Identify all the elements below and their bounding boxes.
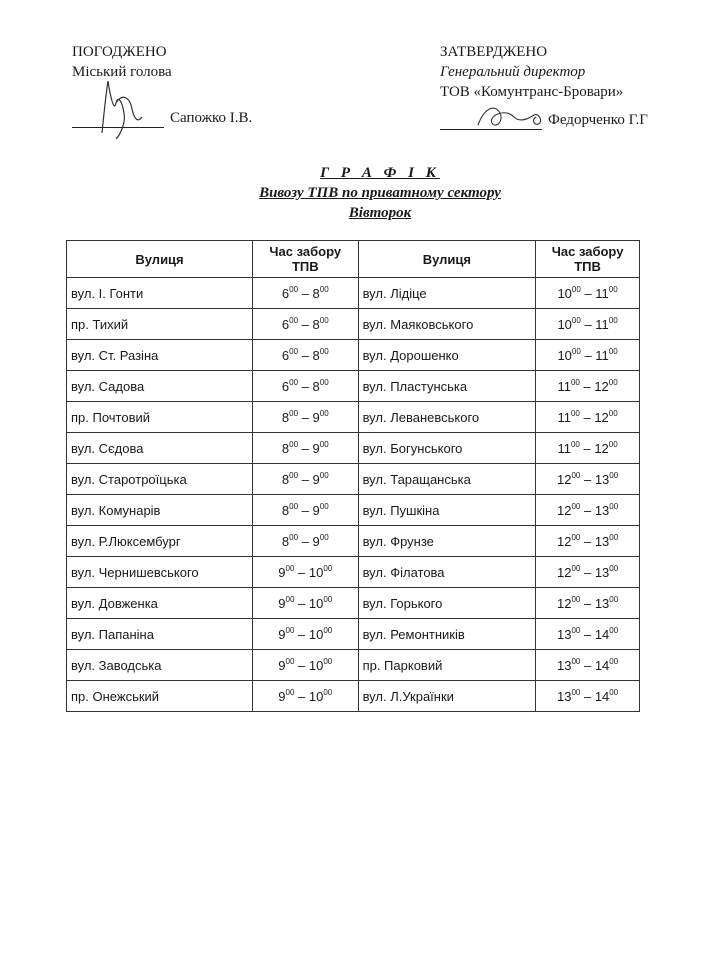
time-end-minutes: 00 — [323, 564, 333, 573]
time-end-minutes: 00 — [319, 347, 329, 356]
signature-blank-left — [72, 111, 164, 128]
time-start-minutes: 00 — [571, 316, 581, 325]
time-start-hour: 8 — [281, 534, 290, 549]
document-day: Вівторок — [348, 205, 412, 221]
street-name-2: вул. Філатова — [358, 557, 536, 588]
time-end-minutes: 00 — [323, 595, 333, 604]
street-name-1: вул. Садова — [67, 371, 253, 402]
pickup-time-2 — [536, 278, 640, 309]
time-dash: – — [298, 441, 313, 456]
time-end-minutes: 00 — [609, 502, 619, 511]
time-start-hour: 8 — [281, 472, 290, 487]
table-row — [67, 650, 640, 681]
pickup-time-1 — [253, 340, 359, 371]
table-row — [67, 557, 640, 588]
street-name-1: вул. Папаніна — [67, 619, 253, 650]
time-end-minutes: 00 — [609, 688, 619, 697]
time-end-minutes: 00 — [319, 471, 329, 480]
time-end-hour: 11 — [595, 317, 609, 332]
time-start-minutes: 00 — [571, 688, 581, 697]
time-end-hour: 8 — [312, 379, 320, 394]
street-name-1: вул. Старотроїцька — [67, 464, 253, 495]
time-end-hour: 14 — [594, 658, 610, 673]
schedule-table — [66, 240, 640, 712]
table-row — [67, 526, 640, 557]
time-end-minutes: 00 — [609, 564, 619, 573]
time-end-minutes: 00 — [608, 347, 618, 356]
pickup-time-2 — [536, 340, 640, 371]
pickup-time-2 — [536, 495, 640, 526]
pickup-time-1 — [253, 526, 359, 557]
table-row — [67, 619, 640, 650]
pickup-time-2 — [536, 650, 640, 681]
street-name-2: вул. Лідіце — [358, 278, 536, 309]
table-row — [67, 588, 640, 619]
time-end-hour: 8 — [312, 286, 320, 301]
time-dash: – — [298, 472, 313, 487]
street-name-1: вул. Довженка — [67, 588, 253, 619]
time-end-minutes: 00 — [319, 440, 329, 449]
time-end-minutes: 00 — [609, 626, 619, 635]
street-name-1: вул. Чернишевського — [67, 557, 253, 588]
pickup-time-1 — [253, 464, 359, 495]
time-dash: – — [298, 379, 313, 394]
table-row — [67, 309, 640, 340]
time-start-hour: 6 — [281, 286, 290, 301]
time-start-minutes: 00 — [571, 502, 581, 511]
approval-left-position: Міський голова — [72, 64, 172, 80]
time-start-hour: 10 — [557, 348, 572, 363]
street-name-2: вул. Богунського — [358, 433, 536, 464]
time-start-hour: 9 — [278, 627, 286, 642]
time-end-minutes: 00 — [608, 409, 618, 418]
time-dash: – — [294, 658, 309, 673]
table-row — [67, 464, 640, 495]
time-dash: – — [298, 503, 313, 518]
table-row — [67, 278, 640, 309]
time-start-minutes: 00 — [285, 595, 295, 604]
time-start-minutes: 00 — [285, 688, 295, 697]
time-end-hour: 11 — [595, 286, 609, 301]
pickup-time-2 — [536, 433, 640, 464]
time-end-hour: 8 — [312, 348, 320, 363]
time-start-minutes: 00 — [571, 347, 581, 356]
time-dash: – — [294, 627, 309, 642]
time-start-minutes: 00 — [570, 440, 580, 449]
time-start-hour: 8 — [281, 410, 290, 425]
table-row — [67, 433, 640, 464]
time-end-hour: 9 — [312, 472, 320, 487]
pickup-time-1 — [253, 402, 359, 433]
time-dash: – — [580, 565, 595, 580]
time-start-minutes: 00 — [289, 378, 299, 387]
time-dash: – — [580, 503, 595, 518]
time-start-minutes: 00 — [571, 471, 581, 480]
time-end-hour: 9 — [312, 410, 320, 425]
time-dash: – — [580, 348, 596, 363]
time-start-hour: 10 — [557, 317, 572, 332]
time-start-minutes: 00 — [289, 471, 299, 480]
pickup-time-2 — [536, 526, 640, 557]
pickup-time-1 — [253, 650, 359, 681]
time-end-hour: 13 — [594, 503, 610, 518]
time-end-minutes: 00 — [608, 316, 618, 325]
street-name-2: вул. Таращанська — [358, 464, 536, 495]
time-start-minutes: 00 — [285, 657, 295, 666]
street-name-2: вул. Горького — [358, 588, 536, 619]
time-end-minutes: 00 — [323, 626, 333, 635]
time-dash: – — [298, 286, 313, 301]
signature-blank-right — [440, 113, 542, 130]
time-dash: – — [294, 596, 309, 611]
street-name-1: вул. Комунарів — [67, 495, 253, 526]
time-end-minutes: 00 — [609, 471, 619, 480]
approval-left-signer: Сапожко І.В. — [170, 110, 253, 126]
time-dash: – — [298, 410, 313, 425]
approval-left-title: ПОГОДЖЕНО — [72, 44, 167, 60]
street-name-1: вул. Заводська — [67, 650, 253, 681]
time-end-minutes: 00 — [609, 533, 619, 542]
street-name-2: вул. Ремонтників — [358, 619, 536, 650]
time-end-minutes: 00 — [319, 378, 329, 387]
header-street-2: Вулиця — [358, 241, 536, 278]
time-start-hour: 6 — [281, 379, 290, 394]
time-start-minutes: 00 — [571, 626, 581, 635]
time-dash: – — [294, 565, 309, 580]
table-header-row — [67, 241, 640, 278]
street-name-2: вул. Пластунська — [358, 371, 536, 402]
header-street-1: Вулиця — [67, 241, 253, 278]
pickup-time-1 — [253, 588, 359, 619]
time-start-hour: 8 — [281, 503, 290, 518]
time-start-minutes: 00 — [285, 564, 295, 573]
street-name-1: вул. Сєдова — [67, 433, 253, 464]
document-subtitle: Вивозу ТПВ по приватному сектору — [259, 185, 501, 201]
time-start-hour: 13 — [556, 689, 572, 704]
pickup-time-2 — [536, 619, 640, 650]
street-name-2: вул. Дорошенко — [358, 340, 536, 371]
time-start-minutes: 00 — [570, 409, 580, 418]
time-start-minutes: 00 — [289, 347, 299, 356]
time-end-minutes: 00 — [608, 378, 618, 387]
approval-right-company: ТОВ «Комунтранс-Бровари» — [440, 84, 624, 100]
time-end-hour: 10 — [308, 658, 324, 673]
approval-right-signer: Федорченко Г.Г — [548, 112, 648, 128]
time-end-hour: 12 — [594, 379, 609, 394]
time-dash: – — [580, 317, 596, 332]
time-dash: – — [298, 317, 313, 332]
time-start-hour: 13 — [556, 627, 572, 642]
time-end-hour: 11 — [595, 348, 609, 363]
document-title: Г Р А Ф І К — [320, 165, 440, 181]
time-start-hour: 8 — [281, 441, 290, 456]
pickup-time-2 — [536, 557, 640, 588]
header-time-2: Час забору ТПВ — [536, 241, 640, 278]
time-end-hour: 10 — [308, 689, 324, 704]
time-end-minutes: 00 — [319, 285, 329, 294]
time-end-minutes: 00 — [609, 595, 619, 604]
time-end-hour: 12 — [594, 410, 609, 425]
time-end-hour: 9 — [312, 441, 320, 456]
pickup-time-1 — [253, 433, 359, 464]
time-dash: – — [579, 410, 595, 425]
time-start-minutes: 00 — [289, 316, 299, 325]
time-start-hour: 12 — [556, 503, 572, 518]
time-dash: – — [580, 286, 596, 301]
time-end-hour: 8 — [312, 317, 320, 332]
street-name-1: пр. Онежський — [67, 681, 253, 712]
time-dash: – — [580, 658, 595, 673]
time-dash: – — [294, 689, 309, 704]
time-end-hour: 13 — [594, 565, 610, 580]
pickup-time-2 — [536, 588, 640, 619]
time-dash: – — [580, 596, 595, 611]
time-start-minutes: 00 — [289, 440, 299, 449]
time-end-minutes: 00 — [319, 409, 329, 418]
time-start-minutes: 00 — [289, 285, 299, 294]
approval-right-title: ЗАТВЕРДЖЕНО — [440, 44, 548, 60]
time-start-minutes: 00 — [570, 378, 580, 387]
pickup-time-2 — [536, 681, 640, 712]
time-start-minutes: 00 — [571, 595, 581, 604]
time-dash: – — [580, 627, 595, 642]
street-name-2: вул. Маяковського — [358, 309, 536, 340]
time-start-hour: 10 — [557, 286, 572, 301]
time-start-minutes: 00 — [285, 626, 295, 635]
time-end-minutes: 00 — [323, 657, 333, 666]
street-name-2: вул. Пушкіна — [358, 495, 536, 526]
time-end-hour: 10 — [308, 565, 324, 580]
time-end-hour: 10 — [308, 627, 324, 642]
time-dash: – — [580, 472, 595, 487]
approval-block-left — [72, 42, 332, 128]
time-start-minutes: 00 — [571, 564, 581, 573]
time-start-hour: 9 — [278, 596, 286, 611]
time-end-hour: 12 — [594, 441, 609, 456]
table-row — [67, 681, 640, 712]
pickup-time-1 — [253, 557, 359, 588]
pickup-time-1 — [253, 309, 359, 340]
time-end-hour: 14 — [594, 689, 610, 704]
street-name-1: пр. Тихий — [67, 309, 253, 340]
table-row — [67, 340, 640, 371]
street-name-1: вул. І. Гонти — [67, 278, 253, 309]
pickup-time-1 — [253, 681, 359, 712]
time-start-hour: 11 — [557, 441, 571, 456]
signature-scribble-left-icon — [72, 73, 152, 143]
table-row — [67, 402, 640, 433]
time-start-hour: 9 — [278, 565, 286, 580]
time-start-minutes: 00 — [289, 533, 299, 542]
approval-right-position: Генеральний директор — [440, 64, 586, 80]
street-name-2: пр. Парковий — [358, 650, 536, 681]
time-dash: – — [579, 379, 595, 394]
pickup-time-2 — [536, 371, 640, 402]
street-name-2: вул. Фрунзе — [358, 526, 536, 557]
time-start-minutes: 00 — [571, 657, 581, 666]
signature-line-right — [440, 108, 680, 130]
pickup-time-2 — [536, 402, 640, 433]
pickup-time-1 — [253, 371, 359, 402]
time-end-minutes: 00 — [319, 533, 329, 542]
street-name-2: вул. Леваневського — [358, 402, 536, 433]
time-start-hour: 9 — [278, 658, 286, 673]
time-start-hour: 12 — [556, 596, 572, 611]
time-end-minutes: 00 — [609, 657, 619, 666]
street-name-1: вул. Ст. Разіна — [67, 340, 253, 371]
time-start-hour: 12 — [556, 472, 572, 487]
pickup-time-1 — [253, 495, 359, 526]
time-end-minutes: 00 — [608, 285, 618, 294]
pickup-time-1 — [253, 619, 359, 650]
time-start-hour: 12 — [556, 565, 572, 580]
time-dash: – — [580, 534, 595, 549]
schedule-table-body — [67, 278, 640, 712]
pickup-time-1 — [253, 278, 359, 309]
time-end-hour: 9 — [312, 503, 320, 518]
time-start-hour: 6 — [281, 348, 290, 363]
time-end-minutes: 00 — [319, 502, 329, 511]
time-dash: – — [298, 348, 313, 363]
table-row — [67, 495, 640, 526]
time-start-hour: 13 — [556, 658, 572, 673]
time-end-hour: 10 — [308, 596, 324, 611]
street-name-1: вул. Р.Люксембург — [67, 526, 253, 557]
time-start-minutes: 00 — [571, 285, 581, 294]
time-start-minutes: 00 — [289, 502, 299, 511]
time-end-minutes: 00 — [319, 316, 329, 325]
time-start-minutes: 00 — [289, 409, 299, 418]
street-name-1: пр. Почтовий — [67, 402, 253, 433]
time-start-hour: 6 — [281, 317, 290, 332]
time-end-hour: 13 — [594, 534, 610, 549]
time-end-hour: 13 — [594, 596, 610, 611]
time-end-hour: 9 — [312, 534, 320, 549]
time-start-hour: 11 — [557, 379, 571, 394]
time-end-hour: 13 — [594, 472, 610, 487]
pickup-time-2 — [536, 309, 640, 340]
time-start-hour: 12 — [556, 534, 572, 549]
approval-block-right — [440, 42, 680, 130]
time-dash: – — [580, 689, 595, 704]
street-name-2: вул. Л.Українки — [358, 681, 536, 712]
time-dash: – — [298, 534, 313, 549]
table-row — [67, 371, 640, 402]
signature-line-left — [72, 106, 332, 128]
time-start-hour: 11 — [557, 410, 571, 425]
time-start-hour: 9 — [278, 689, 286, 704]
document-title-block — [0, 163, 704, 223]
pickup-time-2 — [536, 464, 640, 495]
time-end-minutes: 00 — [323, 688, 333, 697]
time-end-hour: 14 — [594, 627, 610, 642]
time-end-minutes: 00 — [608, 440, 618, 449]
time-dash: – — [579, 441, 595, 456]
header-time-1: Час забору ТПВ — [253, 241, 359, 278]
time-start-minutes: 00 — [571, 533, 581, 542]
